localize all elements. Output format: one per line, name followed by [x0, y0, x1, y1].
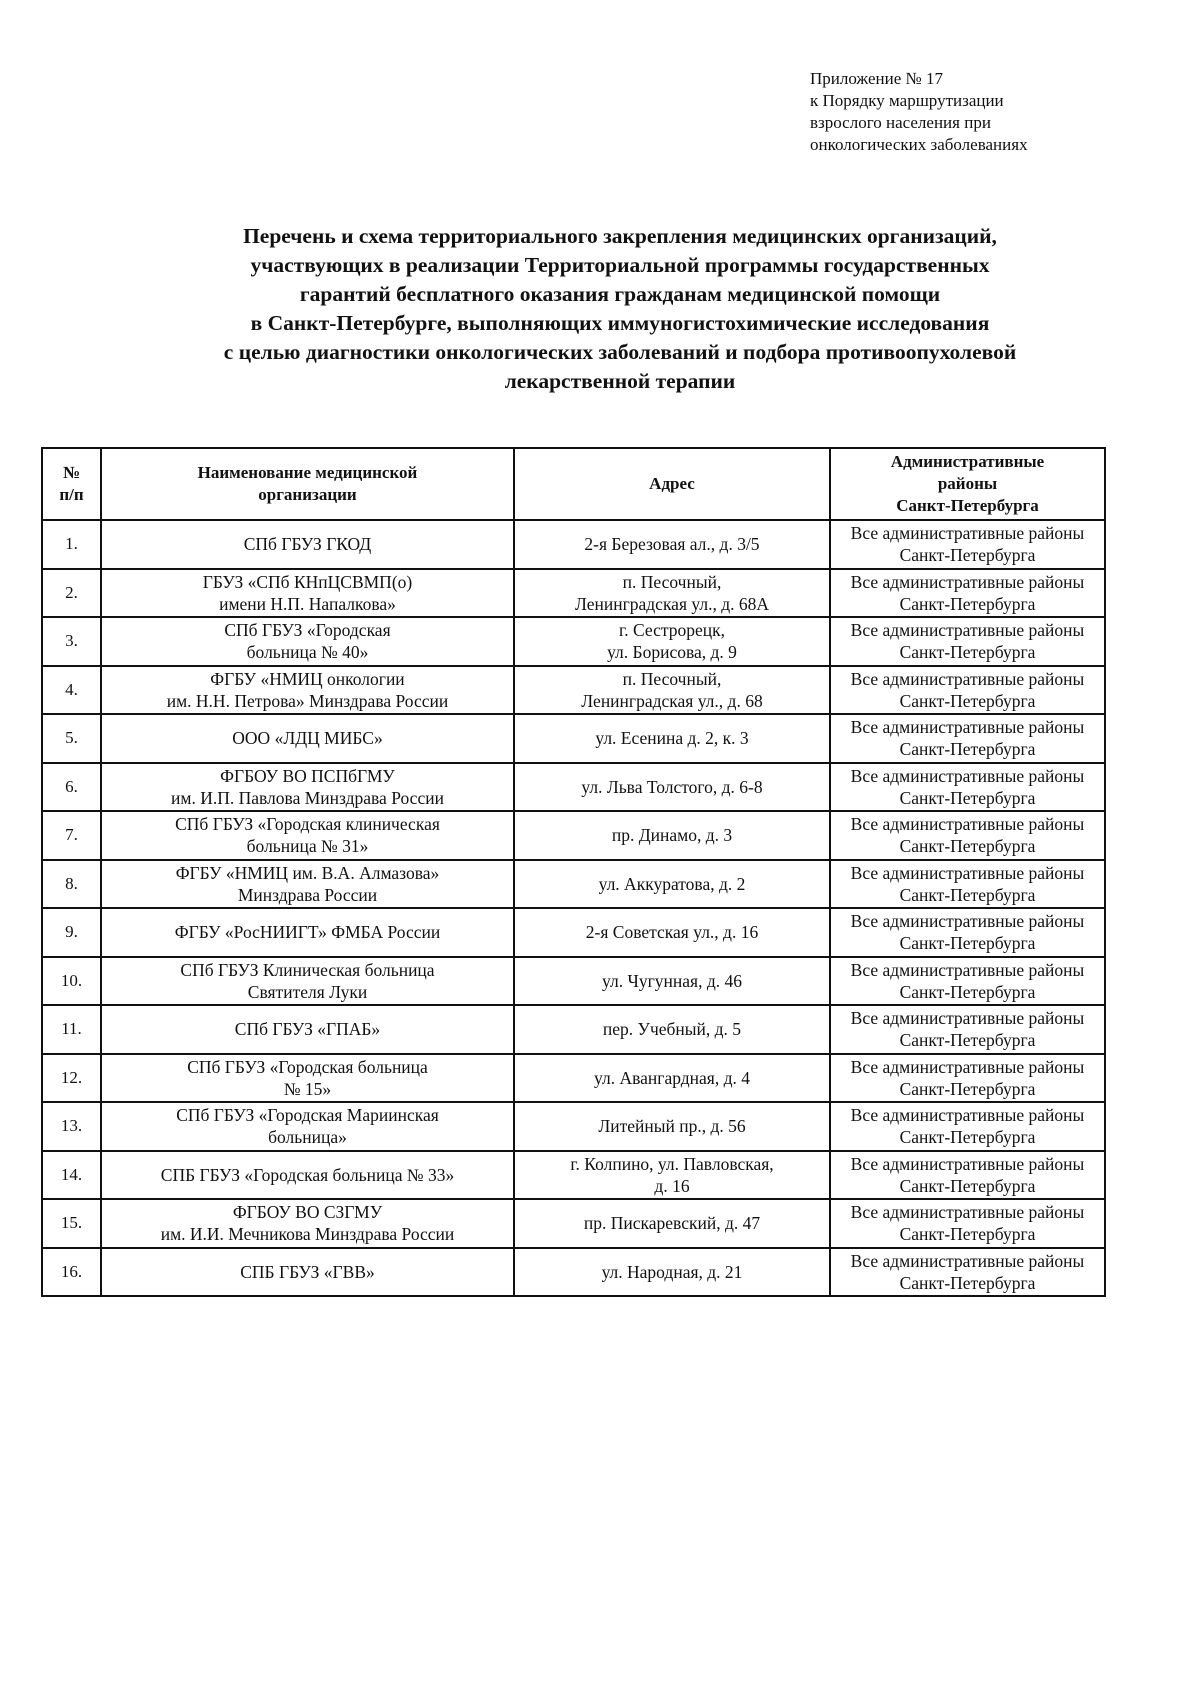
address-cell-line: ул. Авангардная, д. 4 [594, 1067, 750, 1088]
districts-cell [830, 1248, 1105, 1297]
districts-cell-line: Все административные районы [850, 668, 1085, 689]
table-row [42, 860, 1105, 909]
title-line: гарантий бесплатного оказания гражданам медицинской помощи [299, 282, 941, 306]
organization-cell [101, 617, 514, 666]
table-row [42, 957, 1105, 1006]
header-organization-line: Наименование медицинской [197, 463, 418, 482]
address-cell [514, 520, 830, 569]
organization-cell-line: больница № 31» [246, 836, 369, 857]
document-title [140, 222, 1100, 396]
title-line: в Санкт-Петербурге, выполняющих иммуногистохимические исследования [250, 311, 990, 335]
districts-cell-line: Все административные районы [850, 814, 1085, 835]
row-number: 3. [42, 617, 101, 666]
organization-cell-line: СПб ГБУЗ «Городская [224, 620, 391, 641]
address-cell-line: п. Песочный, [622, 668, 722, 689]
districts-cell-line: Санкт-Петербурга [899, 593, 1036, 614]
organization-cell-line: ФГБОУ ВО ПСПбГМУ [220, 765, 395, 786]
address-cell-line: ул. Есенина д. 2, к. 3 [595, 728, 749, 749]
address-cell [514, 666, 830, 715]
organization-cell [101, 1005, 514, 1054]
districts-cell-line: Все административные районы [850, 862, 1085, 883]
header-districts [830, 448, 1105, 520]
table-row [42, 1005, 1105, 1054]
row-number: 5. [42, 714, 101, 763]
appendix-note [810, 68, 1028, 156]
districts-cell [830, 957, 1105, 1006]
districts-cell-line: Санкт-Петербурга [899, 787, 1036, 808]
districts-cell [830, 1005, 1105, 1054]
address-cell-line: пер. Учебный, д. 5 [602, 1019, 742, 1040]
organization-cell-line: имени Н.П. Напалкова» [219, 593, 396, 614]
address-cell-line: пр. Пискаревский, д. 47 [583, 1213, 761, 1234]
districts-cell-line: Санкт-Петербурга [899, 1127, 1036, 1148]
organization-cell [101, 666, 514, 715]
organization-cell-line: Святителя Луки [247, 981, 368, 1002]
address-cell-line: ул. Чугунная, д. 46 [602, 970, 742, 991]
districts-cell [830, 666, 1105, 715]
organization-cell-line: ФГБОУ ВО СЗГМУ [232, 1202, 383, 1223]
table-row [42, 1248, 1105, 1297]
address-cell [514, 1199, 830, 1248]
address-cell-line: 2-я Березовая ал., д. 3/5 [584, 534, 760, 555]
districts-cell-line: Санкт-Петербурга [899, 739, 1036, 760]
row-number: 15. [42, 1199, 101, 1248]
address-cell [514, 1054, 830, 1103]
table-body [42, 520, 1105, 1296]
header-districts-line: Административные [890, 452, 1045, 471]
address-cell-line: г. Колпино, ул. Павловская, [570, 1153, 774, 1174]
organization-cell [101, 1199, 514, 1248]
organization-cell [101, 908, 514, 957]
title-line: с целью диагностики онкологических заболеваний и подбора противоопухолевой [223, 340, 1017, 364]
districts-cell [830, 569, 1105, 618]
districts-cell-line: Санкт-Петербурга [899, 981, 1036, 1002]
organization-cell [101, 569, 514, 618]
row-number: 13. [42, 1102, 101, 1151]
districts-cell-line: Все административные районы [850, 1105, 1085, 1126]
districts-cell-line: Санкт-Петербурга [899, 1078, 1036, 1099]
districts-cell [830, 1151, 1105, 1200]
organization-cell-line: СПБ ГБУЗ «Городская больница № 33» [160, 1164, 455, 1185]
header-organization [101, 448, 514, 520]
table-row [42, 1151, 1105, 1200]
organization-cell-line: Минздрава России [237, 884, 378, 905]
address-cell [514, 1102, 830, 1151]
districts-cell [830, 617, 1105, 666]
address-cell-line: Ленинградская ул., д. 68 [581, 690, 763, 711]
districts-cell [830, 1054, 1105, 1103]
address-cell [514, 811, 830, 860]
row-number: 4. [42, 666, 101, 715]
header-number-line: № [62, 463, 81, 482]
districts-cell [830, 908, 1105, 957]
districts-cell-line: Все административные районы [850, 765, 1085, 786]
address-cell [514, 1151, 830, 1200]
organization-cell [101, 1102, 514, 1151]
organization-cell-line: им. И.П. Павлова Минздрава России [171, 787, 444, 808]
table-row [42, 763, 1105, 812]
organization-cell [101, 1151, 514, 1200]
table-row [42, 1054, 1105, 1103]
address-cell [514, 763, 830, 812]
districts-cell-line: Санкт-Петербурга [899, 1175, 1036, 1196]
organization-cell-line: СПб ГБУЗ ГКОД [243, 534, 372, 555]
header-row [42, 448, 1105, 520]
organization-cell-line: ФГБУ «НМИЦ им. В.А. Алмазова» [175, 862, 440, 883]
row-number: 14. [42, 1151, 101, 1200]
districts-cell-line: Санкт-Петербурга [899, 1272, 1036, 1293]
organization-cell-line: больница» [268, 1127, 347, 1148]
address-cell-line: п. Песочный, [622, 571, 722, 592]
organization-cell-line: им. Н.Н. Петрова» Минздрава России [166, 690, 449, 711]
header-number [42, 448, 101, 520]
organization-cell [101, 520, 514, 569]
districts-cell [830, 811, 1105, 860]
address-cell [514, 860, 830, 909]
address-cell-line: ул. Народная, д. 21 [601, 1261, 743, 1282]
address-cell [514, 1248, 830, 1297]
row-number: 8. [42, 860, 101, 909]
row-number: 9. [42, 908, 101, 957]
address-cell [514, 1005, 830, 1054]
address-cell-line: ул. Аккуратова, д. 2 [598, 873, 746, 894]
organization-cell [101, 1054, 514, 1103]
organization-cell-line: СПБ ГБУЗ «ГВВ» [240, 1261, 375, 1282]
districts-cell-line: Все административные районы [850, 1202, 1085, 1223]
row-number: 6. [42, 763, 101, 812]
districts-cell [830, 860, 1105, 909]
organization-cell-line: ФГБУ «РосНИИГТ» ФМБА России [174, 922, 441, 943]
table-row [42, 1102, 1105, 1151]
appendix-line: онкологических заболеваниях [810, 135, 1028, 154]
row-number: 10. [42, 957, 101, 1006]
districts-cell-line: Санкт-Петербурга [899, 642, 1036, 663]
address-cell [514, 957, 830, 1006]
table-row [42, 811, 1105, 860]
address-cell-line: Литейный пр., д. 56 [598, 1116, 746, 1137]
table-row [42, 520, 1105, 569]
districts-cell-line: Все административные районы [850, 911, 1085, 932]
table-row [42, 1199, 1105, 1248]
address-cell [514, 617, 830, 666]
organization-cell [101, 763, 514, 812]
districts-cell-line: Санкт-Петербурга [899, 933, 1036, 954]
organization-cell-line: СПб ГБУЗ Клиническая больница [180, 959, 435, 980]
districts-cell [830, 1199, 1105, 1248]
header-districts-line: районы [937, 474, 998, 493]
organization-cell [101, 860, 514, 909]
address-cell-line: д. 16 [654, 1175, 690, 1196]
organization-cell-line: им. И.И. Мечникова Минздрава России [160, 1224, 455, 1245]
header-districts-line: Санкт-Петербурга [896, 496, 1039, 515]
address-cell-line: ул. Льва Толстого, д. 6-8 [581, 776, 763, 797]
organization-cell-line: № 15» [283, 1078, 332, 1099]
header-organization-line: организации [258, 485, 357, 504]
table-header [42, 448, 1105, 520]
row-number: 11. [42, 1005, 101, 1054]
organization-cell-line: СПб ГБУЗ «ГПАБ» [234, 1019, 381, 1040]
table-row [42, 908, 1105, 957]
districts-cell [830, 520, 1105, 569]
districts-cell-line: Санкт-Петербурга [899, 1224, 1036, 1245]
organization-cell-line: СПб ГБУЗ «Городская клиническая [175, 814, 440, 835]
organization-cell [101, 714, 514, 763]
districts-cell-line: Все административные районы [850, 620, 1085, 641]
title-line: лекарственной терапии [504, 369, 736, 393]
organization-cell-line: ГБУЗ «СПб КНпЦСВМП(о) [202, 571, 413, 592]
organization-cell [101, 957, 514, 1006]
appendix-line: взрослого населения при [810, 113, 991, 132]
organization-cell [101, 1248, 514, 1297]
districts-cell [830, 714, 1105, 763]
address-cell-line: пр. Динамо, д. 3 [611, 825, 733, 846]
districts-cell-line: Санкт-Петербурга [899, 836, 1036, 857]
title-line: Перечень и схема территориального закрепления медицинских организаций, [243, 224, 997, 248]
address-cell [514, 908, 830, 957]
header-address [514, 448, 830, 520]
header-number-line: п/п [59, 485, 84, 504]
table-row [42, 617, 1105, 666]
districts-cell-line: Все административные районы [850, 959, 1085, 980]
header-address-line: Адрес [649, 474, 695, 493]
table-row [42, 569, 1105, 618]
districts-cell-line: Все административные районы [850, 1250, 1085, 1271]
districts-cell-line: Санкт-Петербурга [899, 690, 1036, 711]
organization-cell-line: СПб ГБУЗ «Городская Мариинская [176, 1105, 439, 1126]
address-cell [514, 569, 830, 618]
row-number: 16. [42, 1248, 101, 1297]
districts-cell-line: Санкт-Петербурга [899, 884, 1036, 905]
row-number: 12. [42, 1054, 101, 1103]
districts-cell [830, 763, 1105, 812]
organization-cell [101, 811, 514, 860]
organization-cell-line: больница № 40» [246, 642, 369, 663]
table-row [42, 714, 1105, 763]
appendix-line: к Порядку маршрутизации [810, 91, 1004, 110]
districts-cell-line: Все административные районы [850, 717, 1085, 738]
organization-cell-line: СПб ГБУЗ «Городская больница [187, 1056, 428, 1077]
districts-cell-line: Санкт-Петербурга [899, 1030, 1036, 1051]
organization-cell-line: ФГБУ «НМИЦ онкологии [210, 668, 405, 689]
districts-cell [830, 1102, 1105, 1151]
districts-cell-line: Все административные районы [850, 1153, 1085, 1174]
table-row [42, 666, 1105, 715]
address-cell-line: 2-я Советская ул., д. 16 [585, 922, 759, 943]
organizations-table [41, 447, 1106, 1297]
districts-cell-line: Все административные районы [850, 523, 1085, 544]
districts-cell-line: Санкт-Петербурга [899, 545, 1036, 566]
districts-cell-line: Все административные районы [850, 1008, 1085, 1029]
address-cell-line: ул. Борисова, д. 9 [607, 642, 737, 663]
row-number: 7. [42, 811, 101, 860]
address-cell-line: Ленинградская ул., д. 68А [574, 593, 770, 614]
address-cell-line: г. Сестрорецк, [619, 620, 725, 641]
districts-cell-line: Все административные районы [850, 571, 1085, 592]
title-line: участвующих в реализации Территориальной программы государственных [250, 253, 990, 277]
row-number: 1. [42, 520, 101, 569]
organization-cell-line: ООО «ЛДЦ МИБС» [232, 728, 383, 749]
address-cell [514, 714, 830, 763]
row-number: 2. [42, 569, 101, 618]
appendix-line: Приложение № 17 [810, 69, 943, 88]
districts-cell-line: Все административные районы [850, 1056, 1085, 1077]
